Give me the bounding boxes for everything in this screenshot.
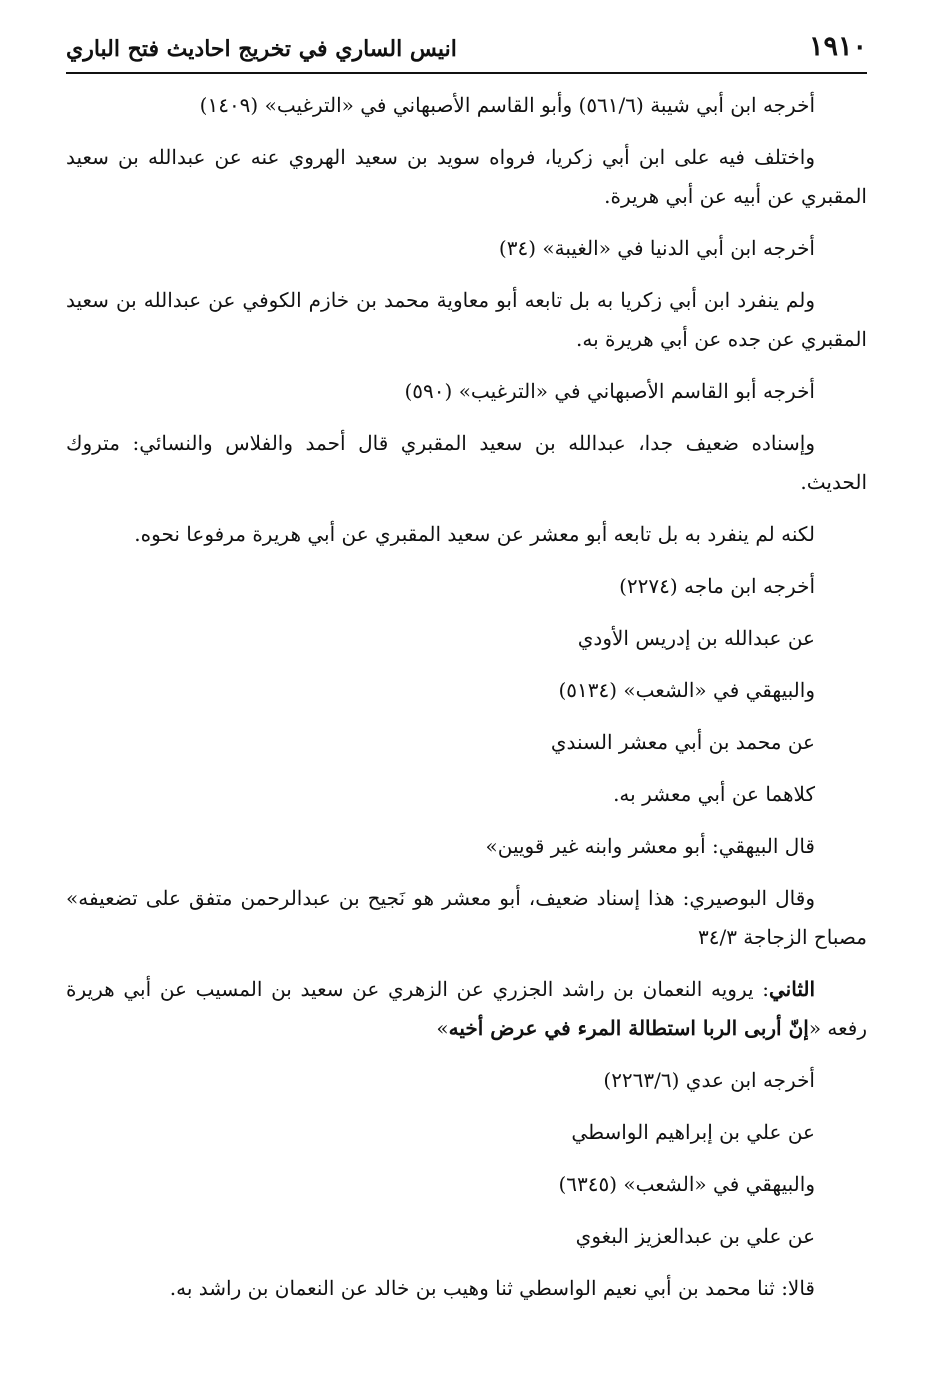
paragraph: ولم ينفرد ابن أبي زكريا به بل تابعه أبو معاوية محمد بن خازم الكوفي عن عبدالله بن سعيد المقبري عن جده عن أبي هريرة به. — [66, 288, 867, 351]
paragraph: كلاهما عن أبي معشر به. — [613, 782, 815, 806]
page-number: ١٩١٠ — [808, 31, 867, 62]
paragraph-second-route — [66, 970, 867, 1048]
paragraph: أخرجه ابن ماجه (٢٢٧٤) — [619, 574, 815, 598]
running-title: انيس الساري في تخريج احاديث فتح الباري — [66, 36, 457, 62]
closing-quote: » — [436, 1016, 449, 1040]
section-lead: الثاني — [768, 977, 815, 1001]
paragraph: وإسناده ضعيف جدا، عبدالله بن سعيد المقبري قال أحمد والفلاس والنسائي: متروك الحديث. — [66, 431, 867, 494]
paragraph: أخرجه ابن أبي شيبة (٥٦١/٦) وأبو القاسم الأصبهاني في «الترغيب» (١٤٠٩) — [199, 93, 815, 117]
paragraph: وقال البوصيري: هذا إسناد ضعيف، أبو معشر هو نَجيح بن عبدالرحمن متفق على تضعيفه» مصباح الزجاجة ٣٤/٣ — [66, 886, 867, 949]
paragraph: قال البيهقي: أبو معشر وابنه غير قويين» — [485, 834, 815, 858]
paragraph: عن محمد بن أبي معشر السندي — [550, 730, 815, 754]
page-header — [66, 30, 867, 74]
body-text — [66, 86, 867, 1321]
paragraph: أخرجه أبو القاسم الأصبهاني في «الترغيب» (٥٩٠) — [404, 379, 815, 403]
paragraph: واختلف فيه على ابن أبي زكريا، فرواه سويد بن سعيد الهروي عنه عن عبدالله بن سعيد المقبري عن أبيه عن أبي هريرة. — [66, 145, 867, 208]
paragraph: أخرجه ابن أبي الدنيا في «الغيبة» (٣٤) — [498, 236, 815, 260]
paragraph: والبيهقي في «الشعب» (٦٣٤٥) — [558, 1172, 815, 1196]
paragraph-text: : يرويه النعمان بن راشد الجزري عن الزهري عن سعيد بن المسيب عن أبي هريرة رفعه « — [66, 977, 867, 1040]
paragraph: والبيهقي في «الشعب» (٥١٣٤) — [558, 678, 815, 702]
paragraph: عن علي بن إبراهيم الواسطي — [571, 1120, 815, 1144]
paragraph: قالا: ثنا محمد بن أبي نعيم الواسطي ثنا وهيب بن خالد عن النعمان بن راشد به. — [169, 1276, 815, 1300]
paragraph: لكنه لم ينفرد به بل تابعه أبو معشر عن سعيد المقبري عن أبي هريرة مرفوعا نحوه. — [134, 522, 815, 546]
paragraph: عن عبدالله بن إدريس الأودي — [577, 626, 815, 650]
hadith-text: إنّ أربى الربا استطالة المرء في عرض أخيه — [448, 1016, 809, 1040]
paragraph: أخرجه ابن عدي (٢٢٦٣/٦) — [603, 1068, 815, 1092]
paragraph: عن علي بن عبدالعزيز البغوي — [575, 1224, 815, 1248]
